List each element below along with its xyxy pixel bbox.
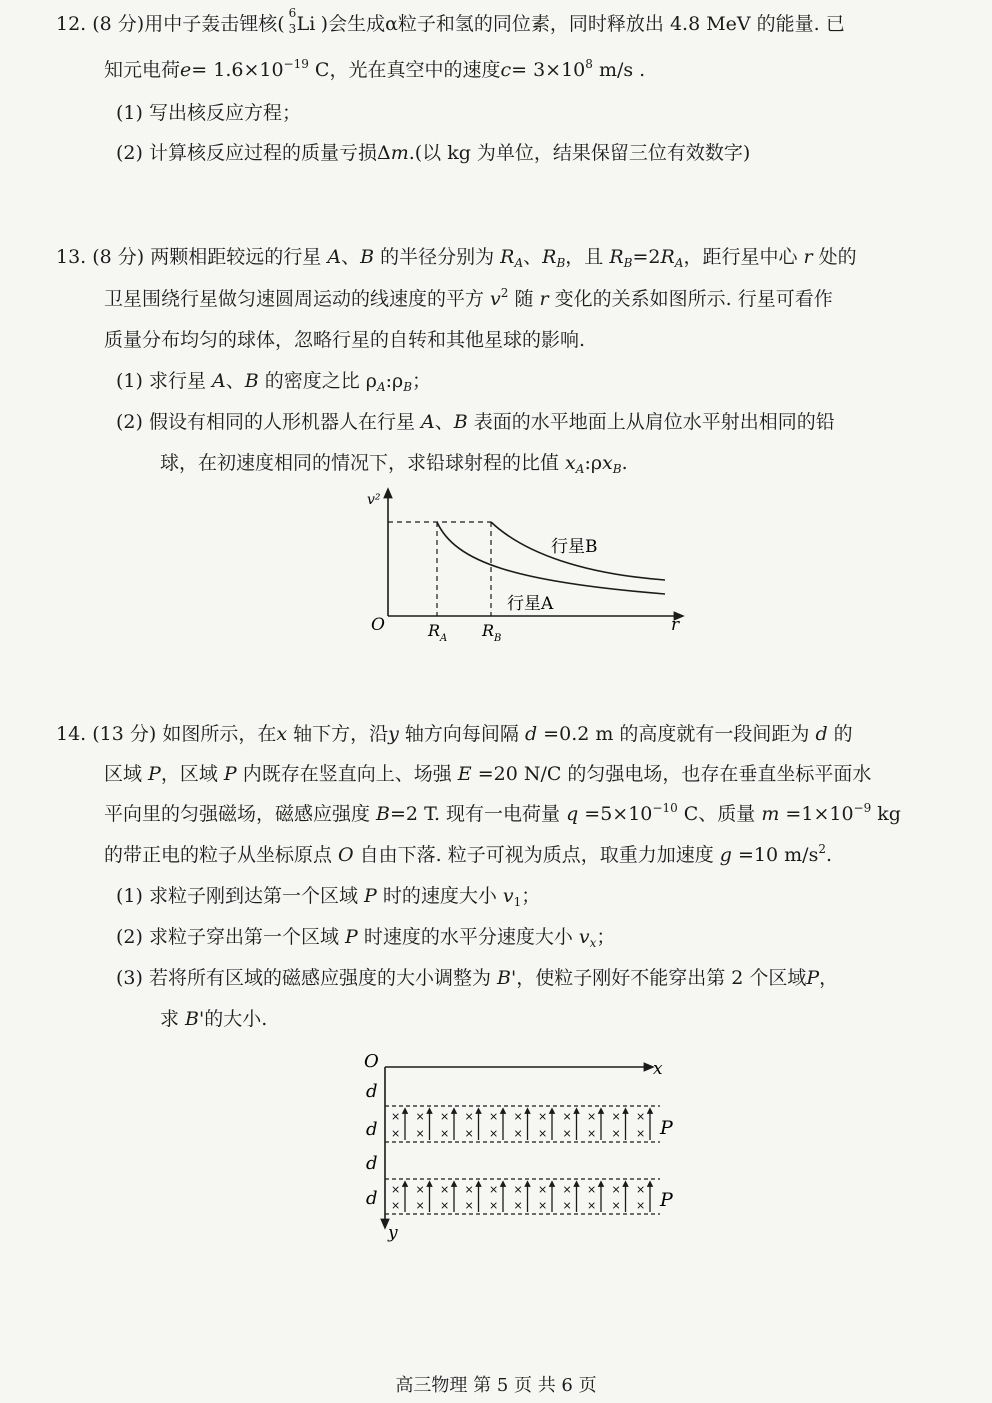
q14-l3-c: =5×10 (578, 803, 653, 825)
q13-line-1 (56, 245, 857, 270)
q14-x-label: x (653, 1059, 663, 1079)
q14-d-label-2: d (366, 1119, 378, 1140)
x-axis-symbol: x (276, 723, 288, 745)
lithium-nuclide (285, 6, 321, 36)
distance-symbol: r (803, 246, 813, 268)
q13-l2-a: 卫星围绕行星做匀速圆周运动的线速度的平方 (104, 288, 491, 310)
q14-line-2 (104, 762, 871, 787)
q12-text-d: = 1.6×10 (191, 59, 284, 81)
q14-sub3-b: ，使粒子刚好不能穿出第 2 个区域 (516, 967, 807, 989)
q14-l2-c: 内既存在竖直向上、场强 (236, 763, 458, 785)
li-symbol: Li (296, 13, 316, 35)
q12-line-2 (104, 58, 645, 83)
magnetic-cross-mark: × (611, 1199, 621, 1212)
magnetic-cross-mark: × (513, 1183, 523, 1196)
magnetic-cross-mark: × (464, 1199, 474, 1212)
q13-line-3: 质量分布均匀的球体，忽略行星的自转和其他星球的影响. (104, 329, 586, 351)
q14-sub3-cont (160, 1007, 267, 1032)
magnetic-cross-mark: × (440, 1127, 450, 1140)
q14-l3-f: kg (871, 803, 901, 825)
q14-l2-b: ，区域 (160, 763, 224, 785)
q13-sub1-A: A (212, 370, 226, 392)
y-axis-symbol: y (388, 723, 399, 745)
magnetic-cross-mark: × (391, 1127, 401, 1140)
q14-l3-e: =1×10 (779, 803, 854, 825)
range-ratio-sep: :ρ (584, 452, 603, 474)
relation-ra-sub: A (674, 256, 684, 270)
region-2-label: P (660, 1189, 673, 1211)
planet-b-symbol: B (360, 246, 375, 268)
q12-text-c: 知元电荷 (104, 59, 181, 81)
magnetic-cross-mark: × (636, 1199, 646, 1212)
magnetic-cross-mark: × (464, 1183, 474, 1196)
magnetic-cross-mark: × (562, 1110, 572, 1123)
q14-sub3-d: 求 (160, 1008, 186, 1030)
light-speed-exponent: 8 (585, 57, 593, 71)
q14-d-label-1: d (366, 1081, 378, 1102)
gravity-exp: 2 (818, 842, 826, 856)
magnetic-cross-mark: × (415, 1127, 425, 1140)
page-footer: 高三物理 第 5 页 共 6 页 (395, 1375, 597, 1396)
mass-symbol-m: m (761, 803, 780, 825)
distance-symbol-2: r (539, 288, 549, 310)
q13-y-label: v² (367, 492, 381, 508)
li-mass-number: 6 (288, 6, 297, 20)
magnetic-cross-mark: × (587, 1199, 597, 1212)
magnetic-cross-mark: × (636, 1183, 646, 1196)
range-a-symbol: x (565, 452, 576, 474)
magnetic-cross-mark: × (611, 1110, 621, 1123)
field-symbol: E (457, 763, 472, 785)
q13-sub1-c: :ρ (385, 370, 404, 392)
q13-curve-a-label: 行星A (507, 594, 554, 614)
q13-tick-rb: R (482, 621, 495, 640)
q14-sub1-b: 时的速度大小 (376, 885, 503, 907)
magnetic-cross-mark: × (513, 1199, 523, 1212)
q14-l2-d: =20 N/C 的匀强电场，也存在垂直坐标平面水 (471, 763, 872, 785)
magnetic-cross-mark: × (513, 1127, 523, 1140)
q13-figure (355, 484, 695, 649)
range-b-sub: B (612, 462, 622, 476)
relation-factor: =2 (632, 246, 661, 268)
q14-sub1-P: P (364, 885, 377, 907)
q13-sub1-d: ； (412, 370, 432, 392)
q13-tick-rb-sub: B (494, 633, 502, 644)
magnetic-cross-mark: × (489, 1199, 499, 1212)
radius-b-symbol: R (542, 246, 557, 268)
density-b-sub: B (403, 380, 413, 394)
q13-l1-c: 的半径分别为 (374, 246, 501, 268)
density-a-sub: A (376, 380, 386, 394)
magnetic-cross-mark: × (538, 1127, 548, 1140)
q14-l1-e: 的 (827, 723, 853, 745)
mass-symbol: m (390, 142, 409, 164)
mass-exp: −9 (853, 801, 872, 815)
q14-l1-a: 如图所示，在 (162, 723, 277, 745)
vx-symbol: v (578, 926, 590, 948)
magnetic-cross-mark: × (489, 1110, 499, 1123)
region-p-2 (385, 1179, 674, 1214)
radius-a-sub: A (514, 256, 524, 270)
q13-l1-a: 两颗相距较远的行星 (150, 246, 328, 268)
magnetic-cross-mark: × (611, 1183, 621, 1196)
d-symbol-2: d (815, 723, 828, 745)
region-1-label: P (660, 1117, 673, 1139)
q13-sub1-a: (1) 求行星 (116, 370, 212, 392)
q13-sub2-cont (160, 451, 628, 476)
q13-origin: O (371, 615, 385, 635)
q14-d-label-4: d (366, 1188, 378, 1209)
q12-sub2 (116, 141, 750, 166)
magnetic-cross-mark: × (415, 1199, 425, 1212)
magnetic-cross-mark: × (440, 1183, 450, 1196)
q12-sub2-a: (2) 计算核反应过程的质量亏损Δ (116, 142, 391, 164)
q12-line-1 (56, 6, 845, 37)
q14-l4-d: . (825, 844, 833, 866)
q13-sub2-a: (2) 假设有相同的人形机器人在行星 (116, 411, 421, 433)
q14-sub2-b: 时速度的水平分速度大小 (357, 926, 579, 948)
q13-l2-c: 变化的关系如图所示. 行星可看作 (548, 288, 833, 310)
vx-sub: x (589, 936, 597, 950)
q14-l4-b: 自由下落. 粒子可视为质点，取重力加速度 (353, 844, 720, 866)
light-speed-symbol: c (500, 59, 512, 81)
q14-sub2-c: ； (596, 926, 616, 948)
q13-sub2-A: A (421, 411, 435, 433)
region-symbol: P (148, 763, 161, 785)
magnetic-symbol: B (376, 803, 391, 825)
q14-line-1 (56, 722, 853, 747)
planet-a-symbol: A (327, 246, 342, 268)
magnetic-cross-mark: × (415, 1183, 425, 1196)
q13-l2-b: 随 (508, 288, 540, 310)
q14-l4-c: =10 m/s (731, 844, 819, 866)
q14-sub3-c: ， (819, 967, 839, 989)
q13-l1-f: ，距行星中心 (683, 246, 804, 268)
q14-sub1 (116, 884, 540, 909)
q12-score: (8 分) (92, 13, 145, 35)
relation-rb: R (609, 246, 624, 268)
q14-sub3-e: 的大小. (204, 1008, 268, 1030)
q13-sub2-c: 球，在初速度相同的情况下，求铅球射程的比值 (160, 452, 566, 474)
q13-sub1-b: 的密度之比 ρ (258, 370, 377, 392)
q13-x-label: r (671, 615, 680, 635)
q14-sub2 (116, 925, 615, 950)
q13-sub2-b: 表面的水平地面上从肩位水平射出相同的铅 (467, 411, 835, 433)
q14-d-label-3: d (366, 1153, 378, 1174)
region-2-field (391, 1183, 650, 1212)
velocity-exponent: 2 (500, 286, 509, 300)
magnetic-cross-mark: × (464, 1110, 474, 1123)
q12-text-a: 用中子轰击锂核( (144, 13, 285, 35)
relation-rb-sub: B (623, 256, 633, 270)
q13-line-2 (104, 287, 833, 312)
q14-sub3-a: (3) 若将所有区域的磁感应强度的大小调整为 (116, 967, 497, 989)
magnetic-cross-mark: × (464, 1127, 474, 1140)
q13-l1-g: 处的 (812, 246, 857, 268)
magnetic-cross-mark: × (562, 1199, 572, 1212)
q14-sub3 (116, 966, 838, 991)
q14-l3-a: 平向里的匀强磁场，磁感应强度 (104, 803, 377, 825)
q12-text-g: m/s . (592, 59, 646, 81)
region-symbol-2: P (223, 763, 237, 785)
magnetic-cross-mark: × (636, 1110, 646, 1123)
q13-number: 13. (56, 246, 87, 268)
region-p-1 (385, 1106, 674, 1142)
gravity-symbol: g (719, 844, 732, 866)
q14-sub2-a: (2) 求粒子穿出第一个区域 (116, 926, 345, 948)
q14-line-4 (104, 843, 832, 868)
q14-line-3 (104, 802, 901, 827)
q13-curve-b-label: 行星B (551, 537, 598, 557)
magnetic-cross-mark: × (636, 1127, 646, 1140)
region-1-field (391, 1110, 650, 1140)
magnetic-cross-mark: × (587, 1183, 597, 1196)
q14-l1-d: =0.2 m 的高度就有一段间距为 (537, 723, 816, 745)
q12-sub1: (1) 写出核反应方程； (116, 102, 301, 124)
magnetic-cross-mark: × (513, 1110, 523, 1123)
q14-origin: O (364, 1051, 379, 1072)
magnetic-cross-mark: × (440, 1110, 450, 1123)
q14-l1-c: 轴方向每间隔 (398, 723, 525, 745)
q14-sub1-a: (1) 求粒子刚到达第一个区域 (116, 885, 364, 907)
q13-sub2-sep: 、 (434, 411, 454, 433)
magnetic-cross-mark: × (611, 1127, 621, 1140)
q12-text-e: C，光在真空中的速度 (308, 59, 501, 81)
q13-sub1-B: B (244, 370, 259, 392)
q12-text-f: = 3×10 (511, 59, 586, 81)
radius-b-sub: B (556, 256, 566, 270)
range-a-sub: A (575, 462, 585, 476)
q14-number: 14. (56, 723, 87, 745)
q13-l1-b: 、 (341, 246, 361, 268)
magnetic-cross-mark: × (587, 1127, 597, 1140)
origin-symbol: O (338, 844, 354, 866)
q13-tick-ra-sub: A (440, 633, 448, 644)
q13-sub2 (116, 410, 835, 435)
magnetic-cross-mark: × (562, 1127, 572, 1140)
magnetic-cross-mark: × (391, 1110, 401, 1123)
relation-ra: R (660, 246, 675, 268)
q14-l2-a: 区域 (104, 763, 149, 785)
q13-sub1-sep: 、 (225, 370, 245, 392)
magnetic-cross-mark: × (538, 1183, 548, 1196)
q13-sub1 (116, 369, 431, 394)
magnetic-cross-mark: × (489, 1183, 499, 1196)
q14-figure (355, 1045, 685, 1245)
q14-sub2-P: P (345, 926, 358, 948)
q14-score: (13 分) (92, 723, 157, 745)
q14-y-label: y (388, 1223, 398, 1243)
charge-symbol-q: q (566, 803, 579, 825)
q13-l1-d: 、 (523, 246, 543, 268)
b-prime-symbol-2: B' (185, 1008, 205, 1030)
q12-number: 12. (56, 13, 87, 35)
v1-sub: 1 (513, 895, 522, 909)
magnetic-cross-mark: × (587, 1110, 597, 1123)
magnetic-cross-mark: × (538, 1110, 548, 1123)
v1-symbol: v (502, 885, 514, 907)
q13-sub2-B: B (453, 411, 468, 433)
q12-text-b: )会生成α粒子和氢的同位素，同时释放出 4.8 MeV 的能量. 已 (320, 13, 845, 35)
magnetic-cross-mark: × (440, 1199, 450, 1212)
q14-l4-a: 的带正电的粒子从坐标原点 (104, 844, 339, 866)
magnetic-cross-mark: × (562, 1183, 572, 1196)
q13-score: (8 分) (92, 246, 145, 268)
magnetic-cross-mark: × (538, 1199, 548, 1212)
q13-l1-e: ，且 (565, 246, 610, 268)
b-prime-symbol: B' (497, 967, 517, 989)
charge-symbol: e (180, 59, 192, 81)
charge-exponent: −19 (283, 57, 309, 71)
q14-l3-b: =2 T. 现有一电荷量 (390, 803, 567, 825)
magnetic-cross-mark: × (391, 1199, 401, 1212)
magnetic-cross-mark: × (415, 1110, 425, 1123)
q14-sub1-c: ； (521, 885, 541, 907)
q14-sub3-P: P (806, 967, 820, 989)
q14-l1-b: 轴下方，沿 (287, 723, 389, 745)
radius-a-symbol: R (500, 246, 515, 268)
velocity-symbol: v (490, 288, 501, 310)
d-symbol: d (524, 723, 538, 745)
q13-tick-ra: R (428, 621, 441, 640)
magnetic-cross-mark: × (391, 1183, 401, 1196)
magnetic-cross-mark: × (489, 1127, 499, 1140)
li-atomic-number: 3 (288, 22, 297, 36)
q13-sub2-d: . (621, 452, 628, 474)
q14-l3-d: C、质量 (677, 803, 762, 825)
range-b-symbol: x (602, 452, 613, 474)
charge-exp: −10 (652, 801, 678, 815)
q12-sub2-b: .(以 kg 为单位，结果保留三位有效数字) (408, 142, 751, 164)
